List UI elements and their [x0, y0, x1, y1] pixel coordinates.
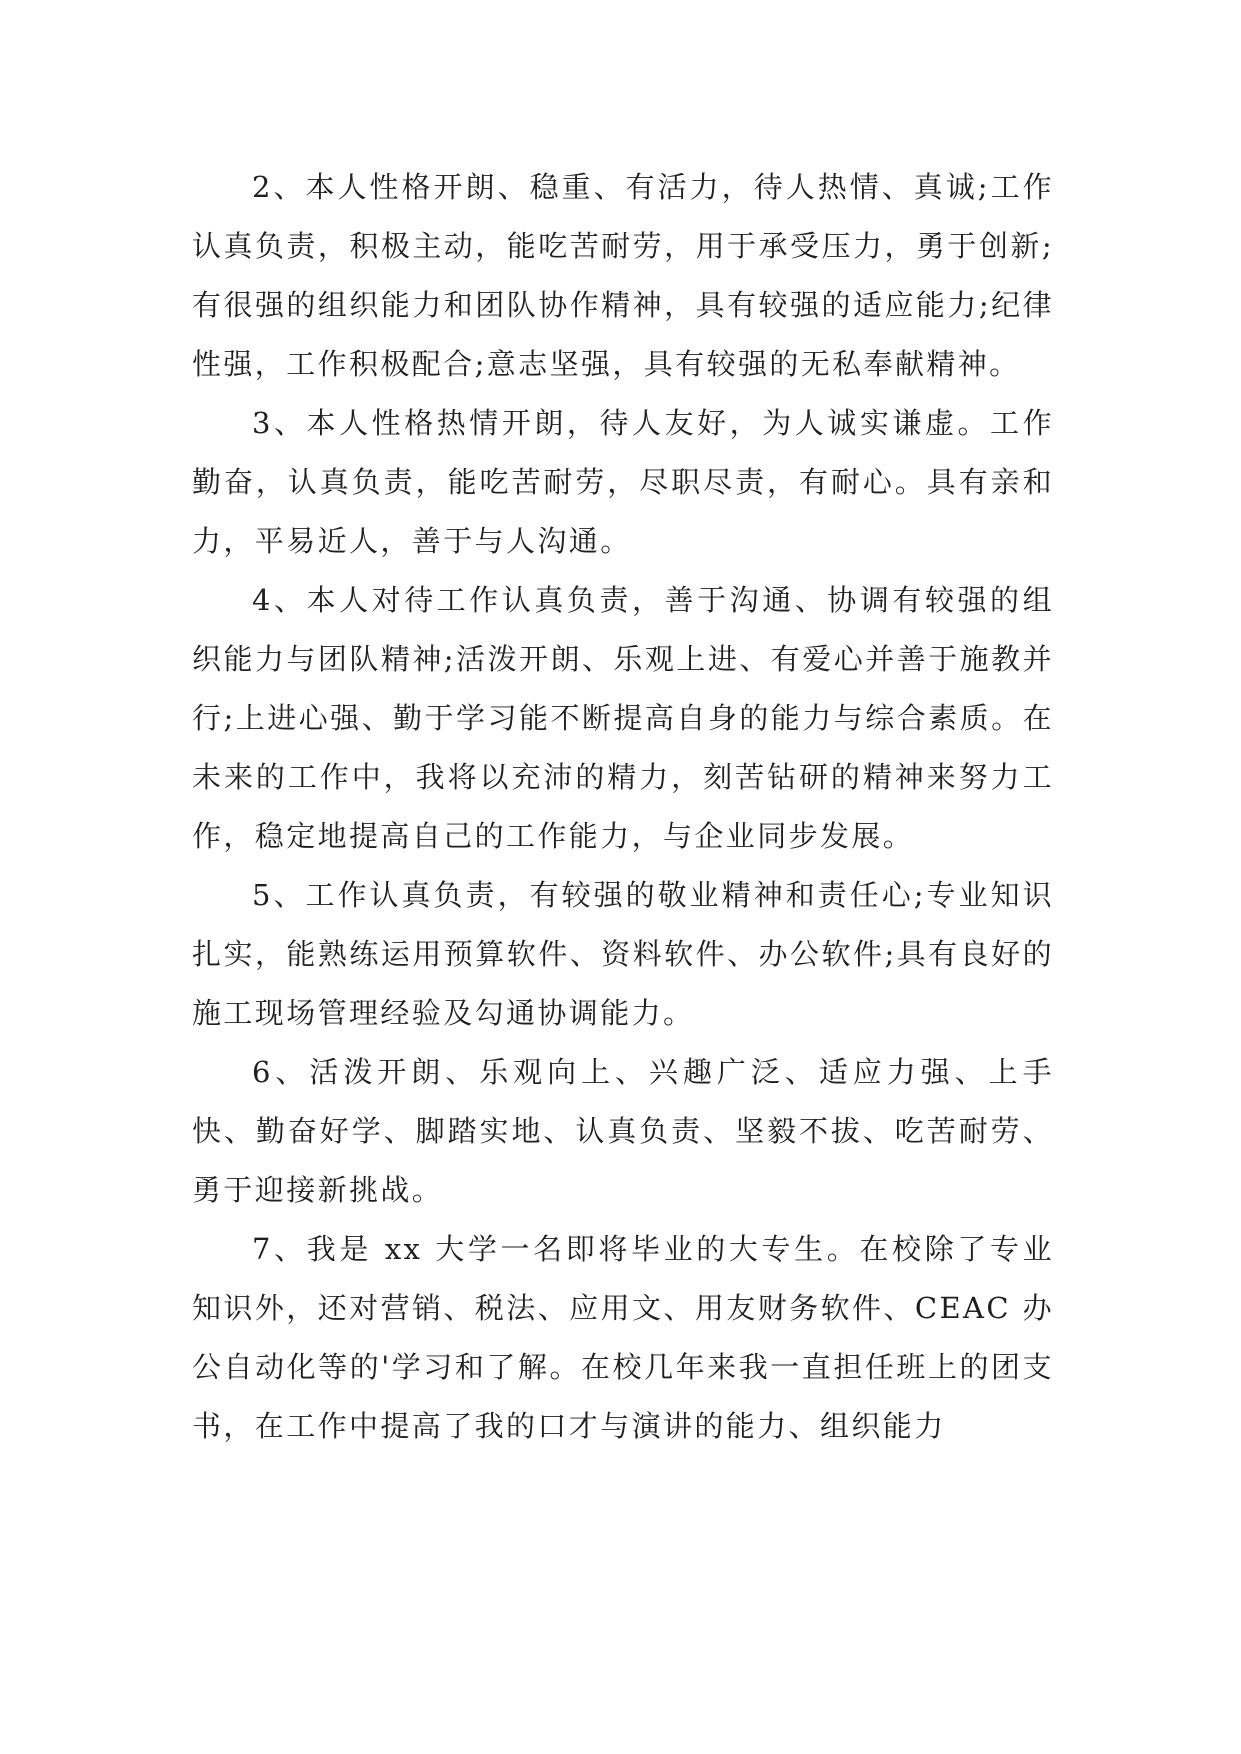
paragraph-2: 2、本人性格开朗、稳重、有活力，待人热情、真诚;工作认真负责，积极主动，能吃苦耐劳，用于承受压力，勇于创新;有很强的组织能力和团队协作精神，具有较强的适应能力;纪律性强，工作积极配合;意志坚强，具有较强的无私奉献精神。: [192, 170, 1054, 381]
document-body: [192, 158, 1054, 1456]
paragraph-3: 3、本人性格热情开朗，待人友好，为人诚实谦虚。工作勤奋，认真负责，能吃苦耐劳，尽职尽责，有耐心。具有亲和力，平易近人，善于与人沟通。: [192, 406, 1054, 558]
paragraph-4: 4、本人对待工作认真负责，善于沟通、协调有较强的组织能力与团队精神;活泼开朗、乐观上进、有爱心并善于施教并行;上进心强、勤于学习能不断提高自身的能力与综合素质。在未来的工作中，我将以充沛的精力，刻苦钻研的精神来努力工作，稳定地提高自己的工作能力，与企业同步发展。: [192, 583, 1054, 853]
paragraph-5: 5、工作认真负责，有较强的敬业精神和责任心;专业知识扎实，能熟练运用预算软件、资料软件、办公软件;具有良好的施工现场管理经验及勾通协调能力。: [192, 878, 1054, 1030]
paragraph-6: 6、活泼开朗、乐观向上、兴趣广泛、适应力强、上手快、勤奋好学、脚踏实地、认真负责、坚毅不拔、吃苦耐劳、勇于迎接新挑战。: [192, 1055, 1054, 1207]
paragraph-7: 7、我是 xx 大学一名即将毕业的大专生。在校除了专业知识外，还对营销、税法、应用文、用友财务软件、CEAC 办公自动化等的'学习和了解。在校几年来我一直担任班上的团支书，在工作中提高了我的口才与演讲的能力、组织能力: [192, 1232, 1054, 1443]
